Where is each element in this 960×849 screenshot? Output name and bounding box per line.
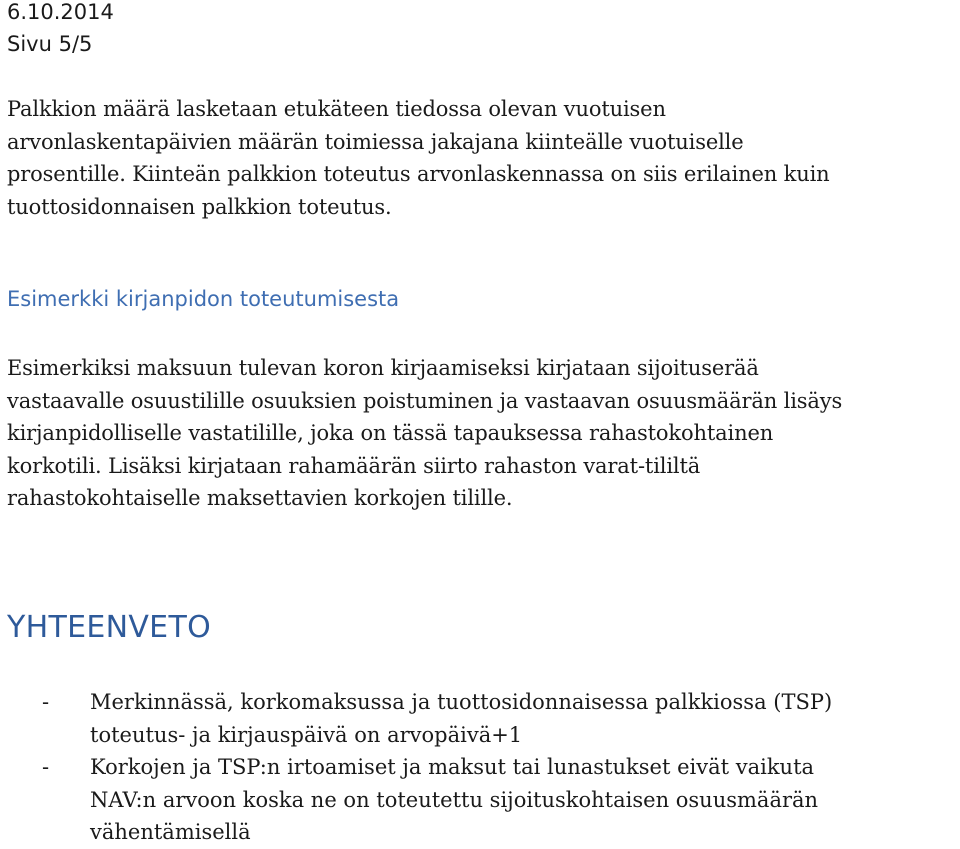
intro-paragraph [7,93,957,223]
bullet-line: Merkinnässä, korkomaksussa ja tuottosidonnaisessa palkkiossa (TSP) [90,690,833,714]
intro-line: prosentille. Kiinteän palkkion toteutus arvonlaskennassa on siis erilainen kuin [7,162,830,186]
intro-line: arvonlaskentapäivien määrän toimiessa jakajana kiinteälle vuotuiselle [7,129,744,154]
bullet-line: NAV:n arvoon koska ne on toteutettu sijoituskohtaisen osuusmäärän [90,787,819,812]
bullet-dash: - [42,755,50,779]
bullet-line: toteutus- ja kirjauspäivä on arvopäivä+1 [90,722,523,747]
document-date: 6.10.2014 [7,0,114,24]
page-number: Sivu 5/5 [7,32,93,56]
bullet-line: vähentämisellä [90,820,251,844]
example-line: Esimerkiksi maksuun tulevan koron kirjaamiseksi kirjataan sijoituserää [7,356,759,380]
intro-line: tuottosidonnaisen palkkion toteutus. [7,194,392,219]
list-item [0,686,960,751]
example-line: kirjanpidolliselle vastatilille, joka on tässä tapauksessa rahastokohtainen [7,421,774,445]
example-paragraph [7,352,957,515]
example-line: rahastokohtaiselle maksettavien korkojen tilille. [7,486,513,510]
summary-bullet-list [0,686,960,849]
example-section-heading: Esimerkki kirjanpidon toteutumisesta [7,287,400,311]
summary-heading: YHTEENVETO [7,610,211,645]
bullet-dash: - [42,690,50,714]
bullet-line: Korkojen ja TSP:n irtoamiset ja maksut tai lunastukset eivät vaikuta [90,755,815,779]
list-item [0,751,960,849]
intro-line: Palkkion määrä lasketaan etukäteen tiedossa olevan vuotuisen [7,97,666,121]
example-line: korkotili. Lisäksi kirjataan rahamäärän siirto rahaston varat-tililtä [7,453,701,478]
example-line: vastaavalle osuustilille osuuksien poistuminen ja vastaavan osuusmäärän lisäys [7,388,843,413]
